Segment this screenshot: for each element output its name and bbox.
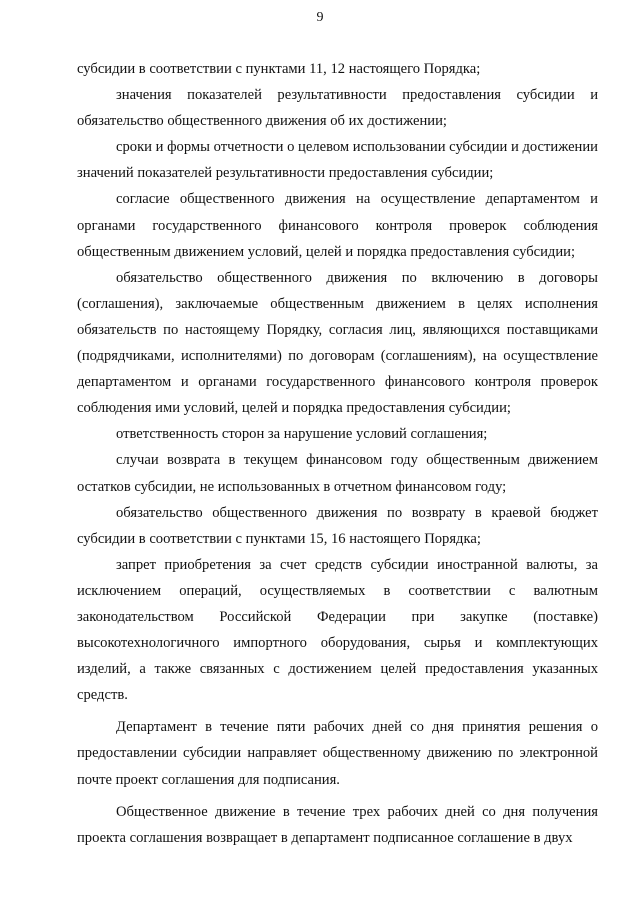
document-body bbox=[77, 56, 598, 851]
paragraph-1: субсидии в соответствии с пунктами 11, 12 настоящего Порядка; bbox=[77, 61, 481, 77]
page-number: 9 bbox=[316, 10, 324, 25]
paragraph-10: Департамент в течение пяти рабочих дней со дня принятия решения о предоставлении субсидии направляет общественному движению по электронной почте проект соглашения для подписания. bbox=[77, 719, 598, 788]
paragraph-6: ответственность сторон за нарушение условий соглашения; bbox=[116, 426, 488, 443]
paragraph-7: случаи возврата в текущем финансовом году общественным движением остатков субсидии, не использованных в отчетном финансовом году; bbox=[77, 452, 598, 495]
paragraph-11: Общественное движение в течение трех рабочих дней со дня получения проекта соглашения возвращает в департамент подписанное соглашение в двух bbox=[77, 803, 598, 846]
paragraph-5: обязательство общественного движения по включению в договоры (соглашения), заключаемые общественным движением в целях исполнения обязательств по настоящему Порядку, согласия лиц, являющихся поставщиками (подрядчиками, исполнителями) по договорам (соглашениям), на осуществление департаментом и органами государственного финансового контроля проверок соблюдения ими условий, целей и порядка предоставления субсидии; bbox=[77, 269, 598, 417]
paragraph-2: значения показателей результативности предоставления субсидии и обязательство общественного движения об их достижении; bbox=[77, 87, 598, 130]
paragraph-3: сроки и формы отчетности о целевом использовании субсидии и достижении значений показателей результативности предоставления субсидии; bbox=[77, 139, 598, 182]
paragraph-9: запрет приобретения за счет средств субсидии иностранной валюты, за исключением операций, осуществляемых в соответствии с валютным законодательством Российской Федерации при закупке (поставке) высокотехнологичного импортного оборудования, сырья и комплектующих изделий, а также связанных с достижением целей предоставления указанных средств. bbox=[77, 556, 598, 704]
paragraph-8: обязательство общественного движения по возврату в краевой бюджет субсидии в соответствии с пунктами 15, 16 настоящего Порядка; bbox=[77, 504, 598, 547]
paragraph-4: согласие общественного движения на осуществление департаментом и органами государственного финансового контроля проверок соблюдения общественным движением условий, целей и порядка предоставления субсидии; bbox=[77, 191, 598, 260]
